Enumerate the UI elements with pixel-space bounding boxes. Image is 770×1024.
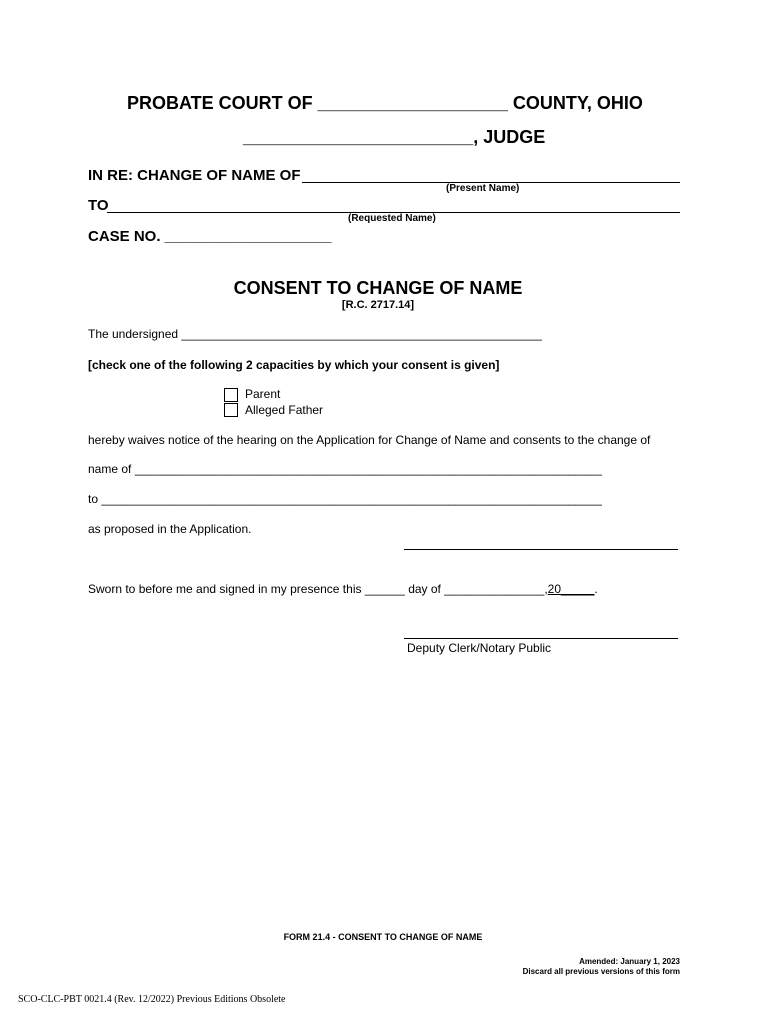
capacity-instruction: [check one of the following 2 capacities by which your consent is given] [88,358,500,372]
discard-notice: Discard all previous versions of this form [522,967,680,976]
sworn-year[interactable]: 20_____ [547,582,595,596]
alleged-father-checkbox[interactable] [224,403,238,417]
requested-name-hint: (Requested Name) [348,213,436,224]
alleged-father-label: Alleged Father [245,403,324,417]
form-name-footer: FORM 21.4 - CONSENT TO CHANGE OF NAME [283,932,483,942]
to-name-field[interactable]: to ___________________________________________________________________________ [88,492,602,506]
notary-signature-line[interactable] [404,638,678,639]
judge-line: _______________________, JUDGE [243,127,546,147]
to-label: TO [88,197,109,214]
sworn-prefix: Sworn to before me and signed in my presence this ______ day of _______________, [88,582,548,596]
undersigned-field[interactable]: The undersigned ______________________________________________________ [88,327,542,341]
in-re-label: IN RE: CHANGE OF NAME OF [88,167,301,184]
sworn-end: . [594,582,598,596]
present-name-hint: (Present Name) [446,183,520,194]
sworn-statement [88,582,598,596]
proposed-text: as proposed in the Application. [88,522,252,536]
statute-reference: [R.C. 2717.14] [341,299,415,311]
form-title: CONSENT TO CHANGE OF NAME [233,278,523,298]
notary-label: Deputy Clerk/Notary Public [407,641,552,655]
waiver-text: hereby waives notice of the hearing on the Application for Change of Name and consents to the change of [88,433,651,447]
parent-label: Parent [245,387,281,401]
amended-date: Amended: January 1, 2023 [579,957,680,966]
signature-line[interactable] [404,549,678,550]
form-code: SCO-CLC-PBT 0021.4 (Rev. 12/2022) Previous Editions Obsolete [18,994,286,1005]
court-heading: PROBATE COURT OF ___________________ COUNTY, OHIO [127,93,643,113]
case-number-field[interactable]: CASE NO. ____________________ [88,228,332,245]
parent-checkbox[interactable] [224,388,238,402]
name-of-field[interactable]: name of ______________________________________________________________________ [88,462,602,476]
